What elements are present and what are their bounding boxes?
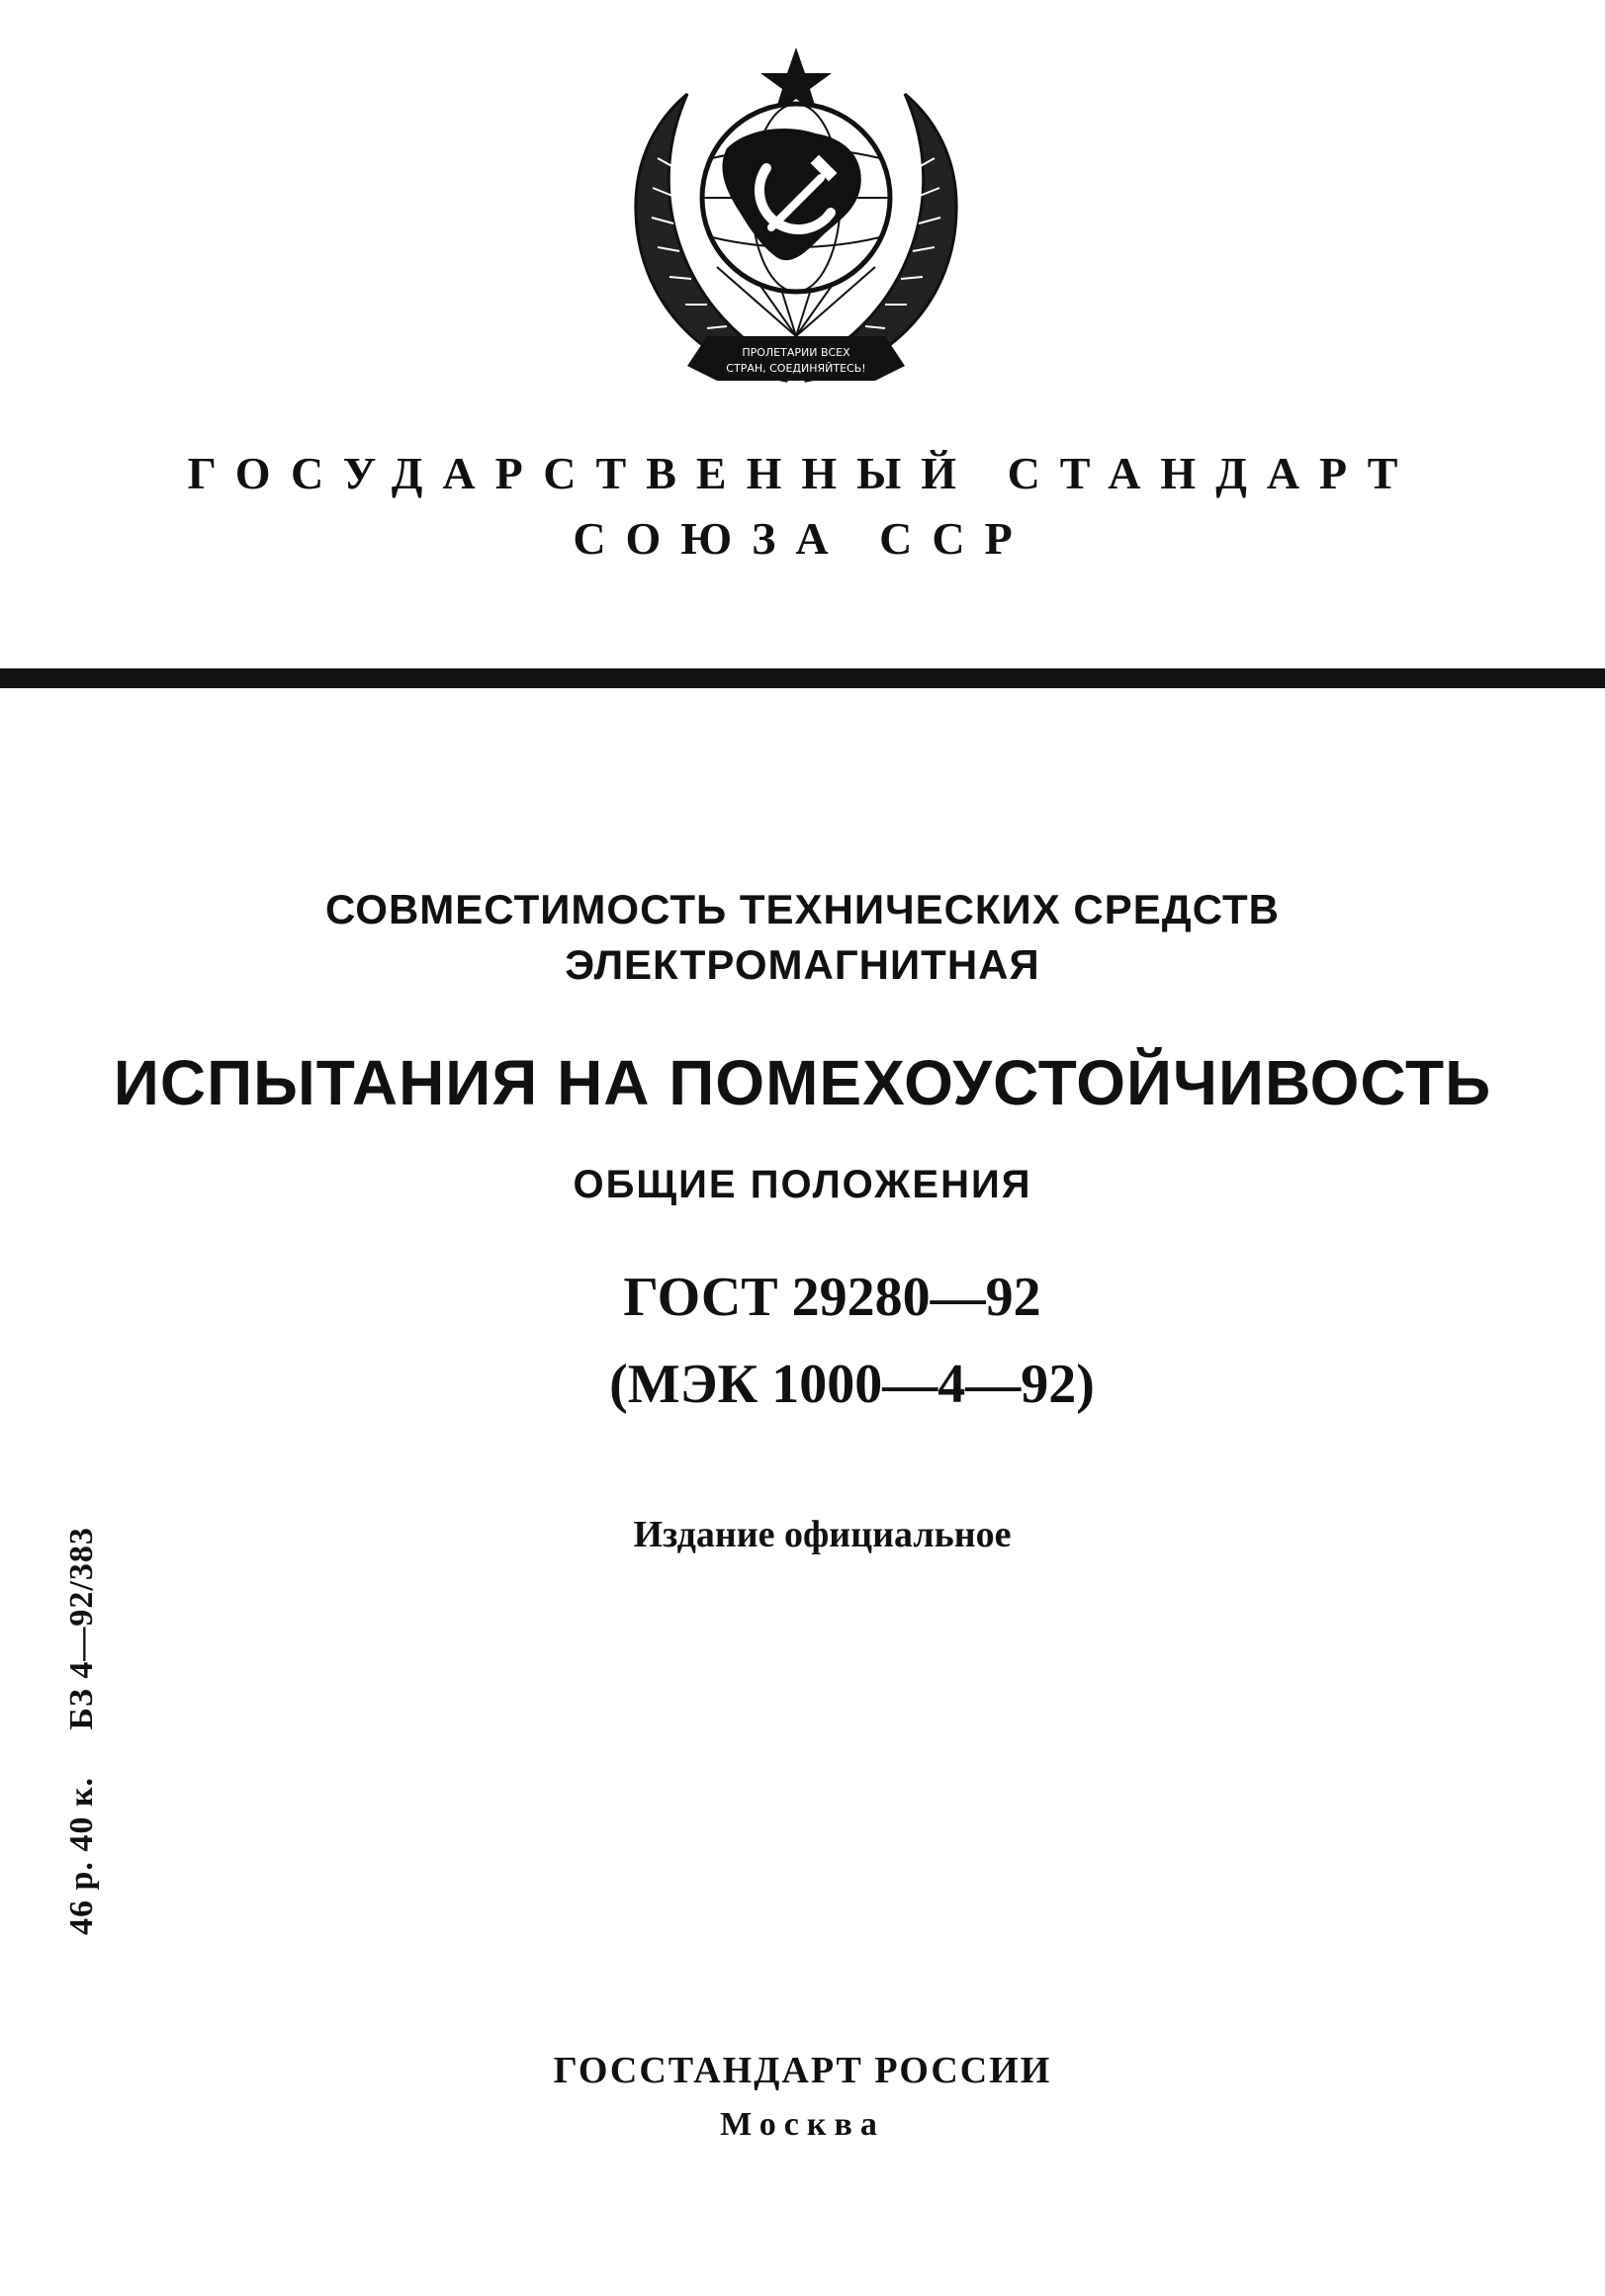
subtitle: ОБЩИЕ ПОЛОЖЕНИЯ [573, 1163, 1032, 1206]
emblem-motto-line-1: ПРОЛЕТАРИИ ВСЕХ [742, 346, 850, 359]
publisher-name: ГОССТАНДАРТ РОССИИ [553, 2050, 1052, 2091]
edition-note: Издание официальное [633, 1514, 1012, 1555]
category-line-2: ЭЛЕКТРОМАГНИТНАЯ [565, 941, 1040, 988]
ussr-emblem [608, 40, 984, 415]
category-line-1: СОВМЕСТИМОСТЬ ТЕХНИЧЕСКИХ СРЕДСТВ [325, 886, 1280, 932]
emblem-motto-line-2: СТРАН, СОЕДИНЯЙТЕСЬ! [726, 362, 866, 375]
divider-rule [0, 668, 1605, 688]
publisher-city: Москва [720, 2106, 885, 2143]
header-line-2: СОЮЗА ССР [573, 513, 1032, 564]
standard-number: ГОСТ 29280—92 [623, 1267, 1041, 1328]
price-catalog-note: 46 р. 40 к. БЗ 4—92/383 [63, 1527, 100, 1935]
iec-number: (МЭК 1000—4—92) [609, 1354, 1095, 1415]
header-line-1: ГОСУДАРСТВЕННЫЙ СТАНДАРТ [187, 448, 1418, 498]
main-title: ИСПЫТАНИЯ НА ПОМЕХОУСТОЙЧИВОСТЬ [113, 1047, 1492, 1118]
